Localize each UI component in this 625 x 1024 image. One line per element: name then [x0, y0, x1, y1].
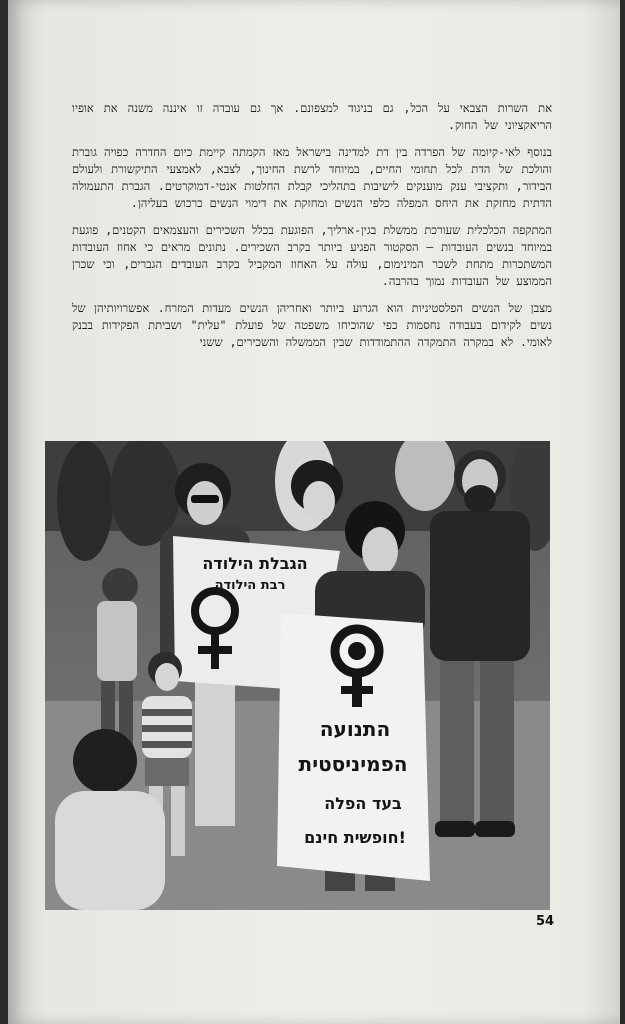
paragraph-4: מצבן של הנשים הפלסטיניות הוא הגרוע ביותר ואחריהן הנשים מעדות המזרח. אפשרויותיהן של נשים לקידום בעבודה נחסמות כפי שהוכיחו משפטה של פועלת "עלית" ושביתת הפקידות בבנק לאומי. לא במקרה התמקדה ההתמודדות שבין הממשלה והשכירים, ששני: [72, 301, 552, 349]
body-text: [72, 100, 552, 361]
boy-head: [102, 568, 138, 604]
page-number: 54: [536, 914, 555, 929]
paragraph-1: את השרות הצבאי על הכל, גם בניגוד למצפונם. אך גם עובדה זו איננה משנה את אופיו הריאקציוני של החוק.: [72, 101, 552, 132]
sign-right-line-2: הפמיניסטית: [298, 752, 408, 776]
paragraph-3: המתקפה הכלכלית שעורכת ממשלת בגין-ארליך, הפוגעת בכלל השכירים והעצמאים הקטנים, פוגעת במיוחד בנשים העובדות – הסקטור הפגיע ביותר בקרב השכירים. נתונים מראים כי אחוז העובדות המשתכרות מתחת לשכר המינימום, עולה על האחוז המקביל בקרב העובדים הגברים, וכי שכרן הממוצע של העובדות נמוך בהרבה.: [72, 223, 552, 288]
sign-right-line-1: התנועה: [319, 717, 391, 741]
sign-right: [277, 613, 430, 881]
protest-photo: [45, 441, 550, 910]
sign-left-line-2: רבת הילודה: [214, 578, 286, 593]
book-page: [8, 0, 620, 1024]
sign-right-line-3: בעד הפלה: [324, 794, 402, 813]
sign-right-line-4: חופשית חינם!: [304, 828, 406, 847]
paragraph-2: בנוסף לאי-קיומה של הפרדה בין דת למדינה בישראל מאז הקמתה קיימת כיום החדרה כפויה גוברת והולכת של הדת לכל תחומי החיים, במיוחד לרשת החינוך, לצבא, לאמצעי התיקשורת ולעולם הבידור, ותקציבי ענק מוענקים לישיבות בתהליכי קבלת החלטות אנטי-דמוקרטים. הגברת התעמולה הדתית מחזקת את היחס המפלה כלפי הנשים ומחזקת את דימוי הנשים כרכוש בעליהן.: [72, 145, 552, 210]
sign-left-line-1: הגבלת הילודה: [202, 554, 308, 573]
